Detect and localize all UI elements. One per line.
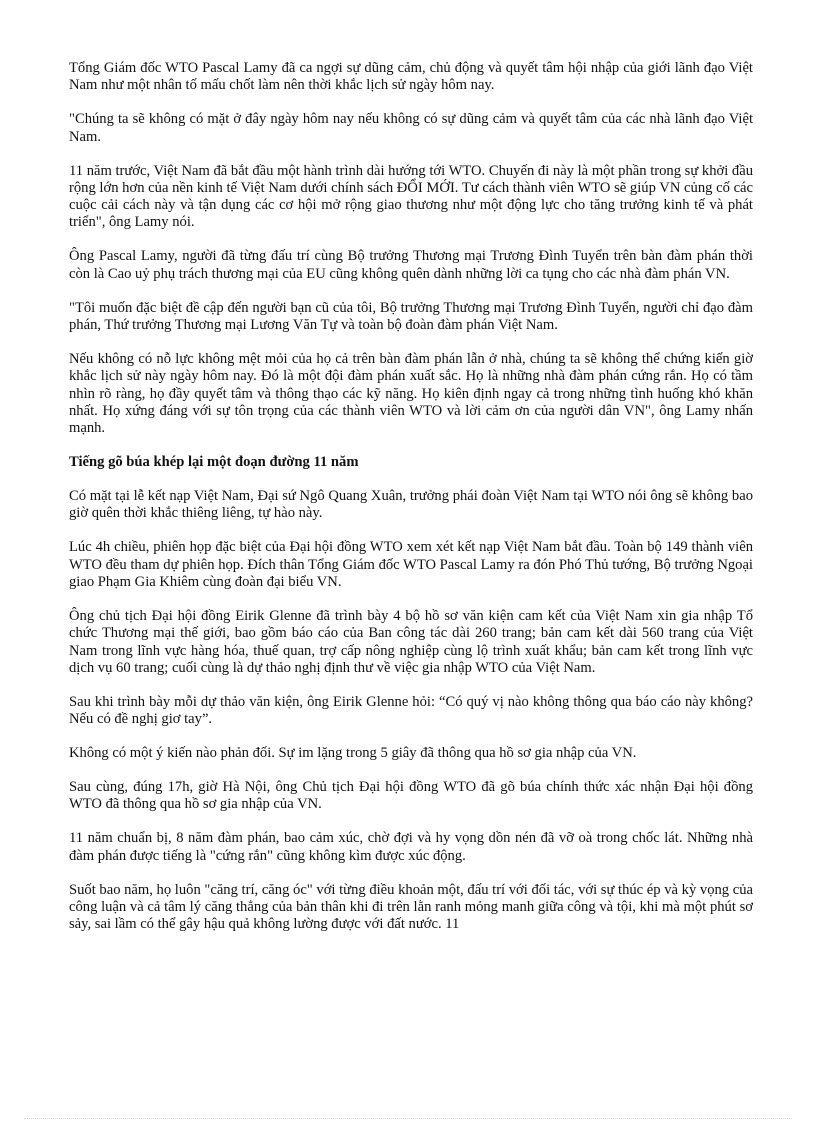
paragraph: Không có một ý kiến nào phản đối. Sự im lặng trong 5 giây đã thông qua hồ sơ gia nhập của VN. [69, 745, 637, 762]
paragraph: Sau khi trình bày mỗi dự thảo văn kiện, ông Eirik Glenne hỏi: “Có quý vị nào không thông qua báo cáo này không? Nếu có đề nghị giơ tay”. [69, 693, 753, 728]
paragraph: "Chúng ta sẽ không có mặt ở đây ngày hôm nay nếu không có sự dũng cảm và quyết tâm của các nhà lãnh đạo Việt Nam. [69, 111, 753, 145]
paragraph: Suốt bao năm, họ luôn "căng trí, căng óc" với từng điều khoản một, đấu trí với đối tác, với sự thúc ép và kỳ vọng của công luận và cả tâm lý căng thẳng của bản thân khi đi trên lằn ranh mỏng manh giữa công và tội, khi mà một phút sơ sảy, sai lầm có thể gây hậu quả không lường được với đất nước. 11 [69, 881, 753, 933]
paragraph: Ông chủ tịch Đại hội đồng Eirik Glenne đã trình bày 4 bộ hồ sơ văn kiện cam kết của Việt Nam xin gia nhập Tổ chức Thương mại thế giới, bao gồm báo cáo của Ban công tác dài 260 trang; bản cam kết dài 560 trang của Việt Nam trong lĩnh vực hàng hóa, thuế quan, trợ cấp nông nghiệp cùng lộ trình xuất khẩu; bản cam kết trong lĩnh vực dịch vụ 60 trang; cuối cùng là dự thảo nghị định thư về việc gia nhập WTO của Việt Nam. [69, 608, 753, 676]
document-body [69, 60, 753, 934]
section-heading: Tiếng gõ búa khép lại một đoạn đường 11 năm [69, 454, 359, 471]
paragraph: "Tôi muốn đặc biệt đề cập đến người bạn cũ của tôi, Bộ trưởng Thương mại Trương Đình Tuyển, người chỉ đạo đàm phán, Thứ trưởng Thương mại Lương Văn Tự và toàn bộ đoàn đàm phán Việt Nam. [69, 299, 753, 334]
paragraph: 11 năm chuẩn bị, 8 năm đàm phán, bao cảm xúc, chờ đợi và hy vọng dồn nén đã vỡ oà trong chốc lát. Những nhà đàm phán được tiếng là "cứng rắn" cũng không kìm được xúc động. [69, 830, 753, 864]
paragraph: Sau cùng, đúng 17h, giờ Hà Nội, ông Chủ tịch Đại hội đồng WTO đã gõ búa chính thức xác nhận Đại hội đồng WTO đã thông qua hồ sơ gia nhập của VN. [69, 779, 753, 813]
paragraph: Ông Pascal Lamy, người đã từng đấu trí cùng Bộ trưởng Thương mại Trương Đình Tuyển trên bàn đàm phán thời còn là Cao uỷ phụ trách thương mại của EU cũng không quên dành những lời ca tụng cho các nhà đàm phán VN. [69, 248, 753, 282]
paragraph: Có mặt tại lễ kết nạp Việt Nam, Đại sứ Ngô Quang Xuân, trưởng phái đoàn Việt Nam tại WTO nói ông sẽ không bao giờ quên thời khắc thiêng liêng, tự hào này. [69, 488, 753, 522]
page-bottom-border [24, 1118, 792, 1119]
paragraph: Nếu không có nỗ lực không mệt mỏi của họ cả trên bàn đàm phán lẫn ở nhà, chúng ta sẽ không thể chứng kiến giờ khắc lịch sử này ngày hôm nay. Đó là một đội đàm phán xuất sắc. Họ là những nhà đàm phán cứng rắn. Họ có tầm nhìn rõ ràng, họ đầy quyết tâm và thông thạo các kỹ năng. Họ kiên định ngay cả trong những tình huống khó khăn nhất. Họ xứng đáng với sự tôn trọng của các thành viên WTO và lời cảm ơn của người dân VN", ông Lamy nhấn mạnh. [69, 351, 753, 437]
paragraph: 11 năm trước, Việt Nam đã bắt đầu một hành trình dài hướng tới WTO. Chuyến đi này là một phần trong sự khởi đầu rộng lớn hơn của nền kinh tế Việt Nam dưới chính sách ĐỔI MỚI. Tư cách thành viên WTO sẽ giúp VN củng cố các cuộc cải cách này và tận dụng các cơ hội mở rộng giao thương như một động lực cho tăng trưởng kinh tế và phát triển", ông Lamy nói. [69, 162, 753, 231]
paragraph: Lúc 4h chiều, phiên họp đặc biệt của Đại hội đồng WTO xem xét kết nạp Việt Nam bắt đầu. Toàn bộ 149 thành viên WTO đều tham dự phiên họp. Đích thân Tổng Giám đốc WTO Pascal Lamy ra đón Phó Thủ tướng, Bộ trưởng Ngoại giao Phạm Gia Khiêm cùng đoàn đại biểu VN. [69, 539, 753, 591]
paragraph: Tổng Giám đốc WTO Pascal Lamy đã ca ngợi sự dũng cảm, chủ động và quyết tâm hội nhập của giới lãnh đạo Việt Nam như một nhân tố mấu chốt làm nên thời khắc lịch sử ngày hôm nay. [69, 60, 753, 94]
